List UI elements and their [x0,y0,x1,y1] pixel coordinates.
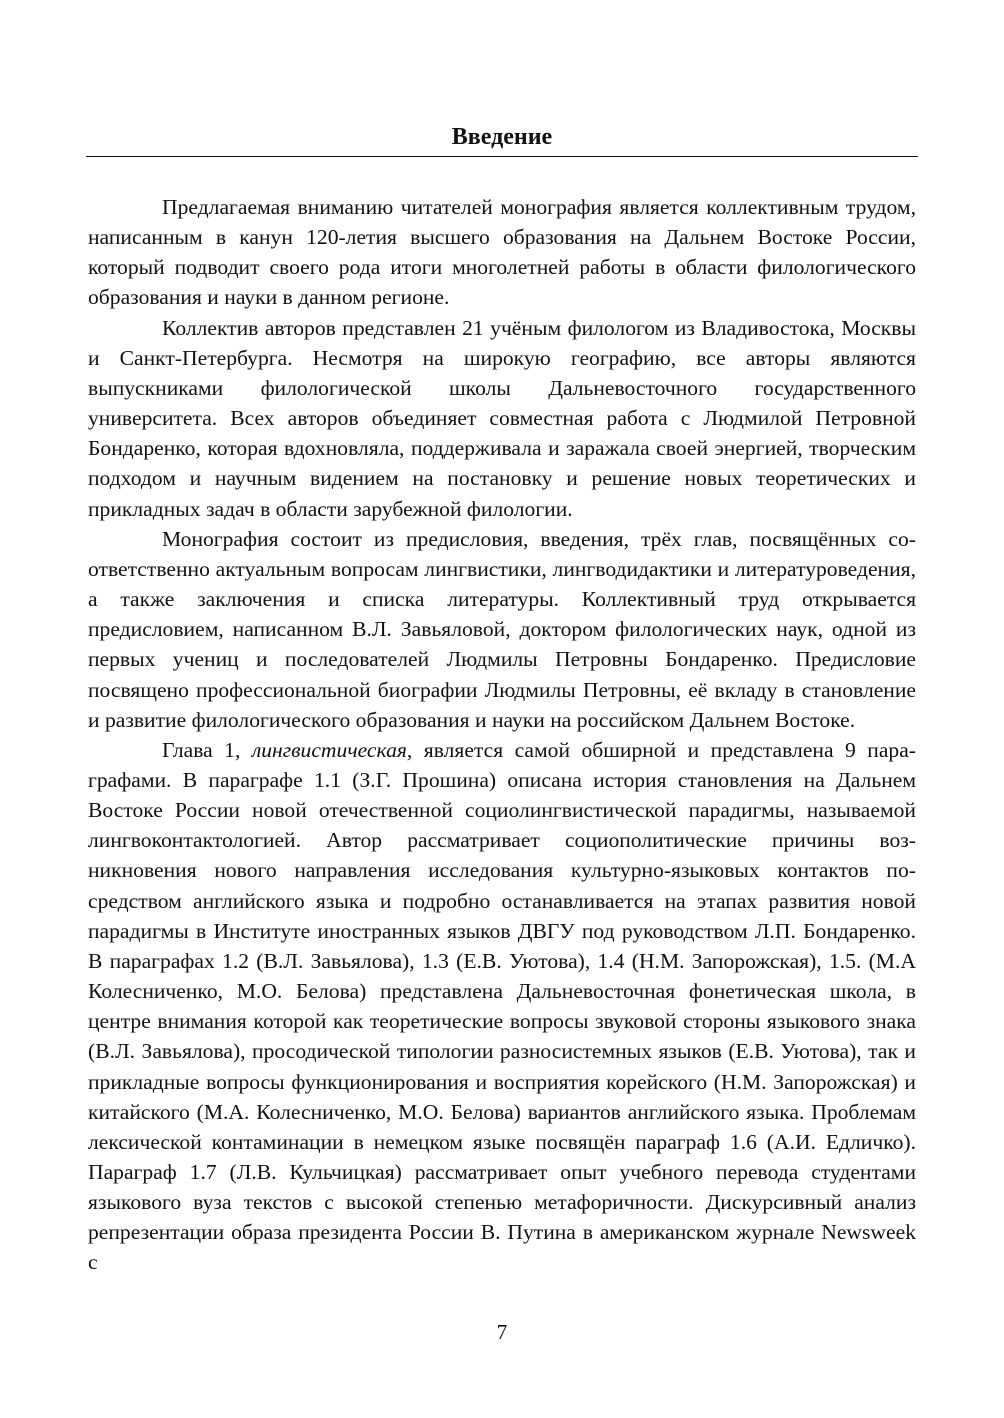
paragraph-4-italic-term: лингвистическая, [251,737,413,762]
paragraph-2: Коллектив авторов представлен 21 учёным филологом из Владивостока, Москвы и Санкт-Петербурга. Несмотря на широкую географию, все авторы являются выпускниками филологической школы Дальневосточного государственного университета. Всех авторов объединяет совместная работа с Людмилой Петровной Бондаренко, которая вдохновляла, поддерживала и заражала своей энергией, творческим подходом и научным видением на постановку и решение новых теоретических и прикладных задач в области зарубежной филологии. [88,315,916,521]
paragraph-3: Монография состоит из предисловия, введения, трёх глав, посвящённых соответственно актуальным вопросам лингвистики, лингводидактики и литературоведения, а также заключения и списка литературы. Коллективный труд открывается предисловием, написанном В.Л. Завьяловой, доктором филологических наук, одной из первых учениц и последователей Людмилы Петровны Бондаренко. Предисловие посвящено профессиональной биографии Людмилы Петровны, её вкладу в становление и развитие филологического образования и науки на российском Дальнем Востоке. [88,526,916,732]
paragraph-4 [88,735,916,1278]
body-text [88,192,916,1278]
page-number: 7 [496,1320,508,1344]
paragraph-1: Предлагаемая вниманию читателей монография является коллективным трудом, написанным в канун 120-летия высшего образования на Дальнем Востоке России, который подводит своего рода итоги многолетней работы в области филологического образования и науки в данном регионе. [88,195,916,310]
heading-underline [86,156,918,157]
paragraph-4-lead: Глава 1, [162,737,252,762]
section-heading: Введение [451,124,553,150]
paragraph-4-rest: является самой обширной и представлена 9 параграфами. В параграфе 1.1 (З.Г. Прошина) описана история становления на Дальнем Востоке России новой отечественной социолингвистической парадигмы, называемой лингвоконтактологией. Автор рассматривает социополитические причины возникновения нового направления исследования культурно-языковых контактов посредством английского языка и подробно останавливается на этапах развития новой парадигмы в Институте иностранных языков ДВГУ под руководством Л.П. Бондаренко. В параграфах 1.2 (В.Л. Завьялова), 1.3 (Е.В. Уютова), 1.4 (Н.М. Запорожская), 1.5. (М.А Колесниченко, М.О. Белова) представлена Дальневосточная фонетическая школа, в центре внимания которой как теоретические вопросы звуковой стороны языкового знака (В.Л. Завьялова), просодической типологии разносистемных языков (Е.В. Уютова), так и прикладные вопросы функционирования и восприятия корейского (Н.М. Запорожская) и китайского (М.А. Колесниченко, М.О. Белова) вариантов английского языка. Проблемам лексической контаминации в немецком языке посвящён параграф 1.6 (А.И. Едличко). Параграф 1.7 (Л.В. Кульчицкая) рассматривает опыт учебного перевода студентами языкового вуза текстов с высокой степенью метафоричности. Дискурсивный анализ репрезентации образа президента России В. Путина в американском журнале Newsweek с [88,737,916,1275]
